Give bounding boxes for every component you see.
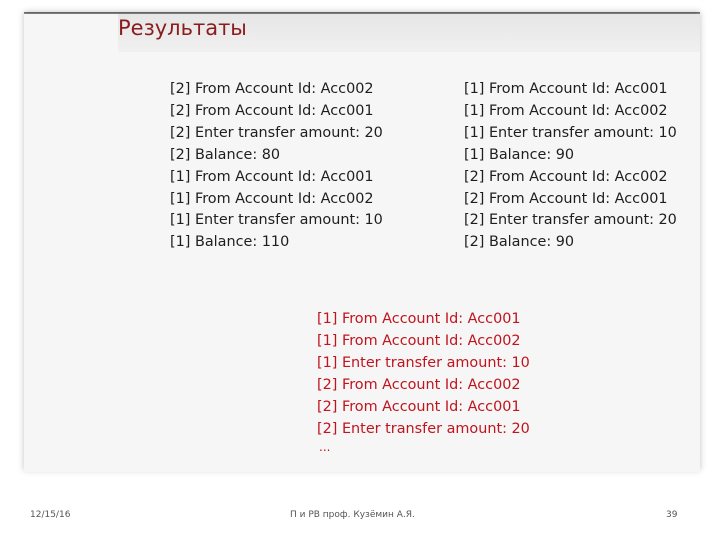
- log-line: [1] Enter transfer amount: 10: [170, 212, 383, 229]
- footer-author: П и РВ проф. Кузёмин А.Я.: [290, 510, 415, 520]
- log-line: [2] From Account Id: Acc002: [464, 168, 668, 185]
- log-line: [2] From Account Id: Acc002: [170, 81, 374, 97]
- footer-page-number: 39: [666, 510, 678, 520]
- log-line: [1] Enter transfer amount: 10: [464, 124, 677, 141]
- log-left-column: [170, 79, 383, 254]
- log-line: [1] From Account Id: Acc001: [170, 168, 374, 185]
- log-line: [2] Enter transfer amount: 20: [317, 420, 530, 437]
- log-line: [1] Balance: 90: [464, 146, 575, 163]
- log-line: [2] From Account Id: Acc001: [170, 102, 374, 119]
- log-line: [1] Enter transfer amount: 10: [317, 354, 530, 371]
- log-line: [2] From Account Id: Acc001: [464, 190, 668, 207]
- log-line: [1] From Account Id: Acc002: [464, 102, 668, 119]
- ellipsis: ...: [319, 440, 331, 454]
- log-line: [2] From Account Id: Acc002: [317, 376, 521, 393]
- log-line: [2] Balance: 90: [464, 234, 575, 251]
- log-line: [1] From Account Id: Acc001: [464, 81, 668, 97]
- log-line: [1] From Account Id: Acc001: [317, 311, 521, 327]
- log-line: [1] From Account Id: Acc002: [170, 190, 374, 207]
- footer-date: 12/15/16: [30, 510, 71, 520]
- log-center-column: [317, 309, 530, 440]
- log-line: [2] Enter transfer amount: 20: [170, 124, 383, 141]
- log-line: [1] Balance: 110: [170, 234, 290, 251]
- log-line: [2] From Account Id: Acc001: [317, 398, 521, 415]
- log-right-column: [464, 79, 677, 254]
- log-line: [2] Balance: 80: [170, 146, 281, 163]
- page-title: Результаты: [118, 16, 247, 40]
- log-line: [2] Enter transfer amount: 20: [464, 212, 677, 229]
- log-line: [1] From Account Id: Acc002: [317, 332, 521, 349]
